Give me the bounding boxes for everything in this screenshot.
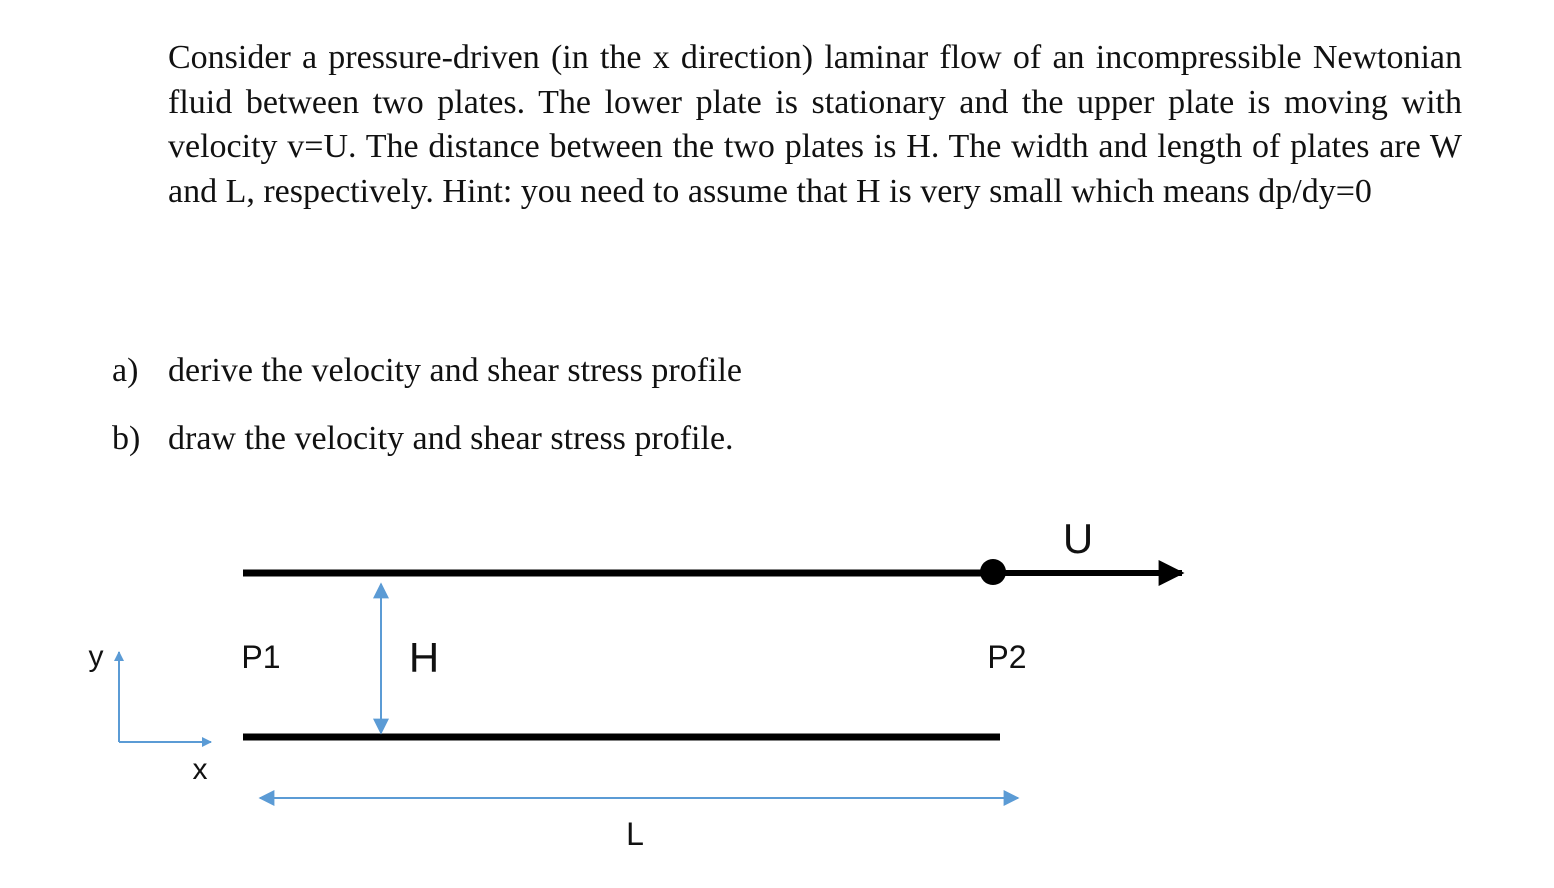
question-b-text: draw the velocity and shear stress profile. bbox=[168, 420, 734, 457]
gap-label: H bbox=[408, 634, 440, 681]
p1-label: P1 bbox=[241, 639, 281, 675]
velocity-label: U bbox=[1062, 515, 1094, 562]
question-b-label: b) bbox=[112, 420, 141, 457]
problem-statement: Consider a pressure-driven (in the x direction) laminar flow of an incompressible Newtonian fluid between two plates. The lower plate is stationary and the upper plate is moving with velocity v=U. The distance between the two plates is H. The width and length of plates are W and L, respectively. Hint: you need to assume that H is very small which means dp/dy=0 bbox=[168, 39, 1462, 210]
question-a-label: a) bbox=[112, 352, 139, 389]
p2-label: P2 bbox=[987, 639, 1027, 675]
x-axis-label: x bbox=[192, 753, 208, 786]
question-a-text: derive the velocity and shear stress profile bbox=[168, 352, 743, 389]
y-axis-label: y bbox=[88, 640, 104, 673]
length-label: L bbox=[626, 816, 644, 852]
